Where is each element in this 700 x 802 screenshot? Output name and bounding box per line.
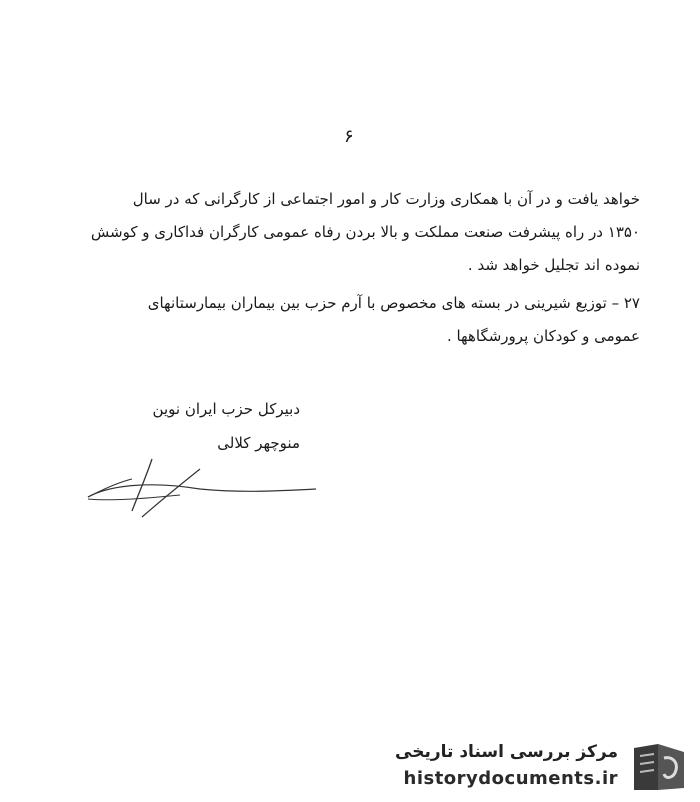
book-icon: [628, 740, 690, 794]
body-line-2: ۱۳۵۰ در راه پیشرفت صنعت مملکت و بالا بردن رفاه عمومی کارگران فداکاری و کوشش: [90, 223, 640, 241]
body-line-5: عمومی و کودکان پرورشگاهها .: [446, 327, 640, 345]
body-line-1: خواهد یافت و در آن با همکاری وزارت کار و امور اجتماعی از کارگرانی که در سال: [132, 190, 640, 208]
logo-url: historydocuments.ir: [403, 768, 618, 789]
handwritten-signature: [80, 455, 330, 530]
logo-title: مرکز بررسی اسناد تاریخی: [395, 742, 618, 762]
body-line-3: نموده اند تجلیل خواهد شد .: [467, 256, 640, 274]
signatory-name: منوچهر کلالی: [217, 434, 300, 452]
archive-logo: [395, 738, 692, 796]
letter-body: [62, 183, 640, 353]
signatory-title: دبیرکل حزب ایران نوین: [152, 400, 300, 418]
signature-block: [100, 392, 300, 460]
page-number: ۶: [344, 126, 354, 147]
body-line-4: ۲۷ – توزیع شیرینی در بسته های مخصوص با آرم حزب بین بیماران بیمارستانهای: [147, 294, 640, 312]
